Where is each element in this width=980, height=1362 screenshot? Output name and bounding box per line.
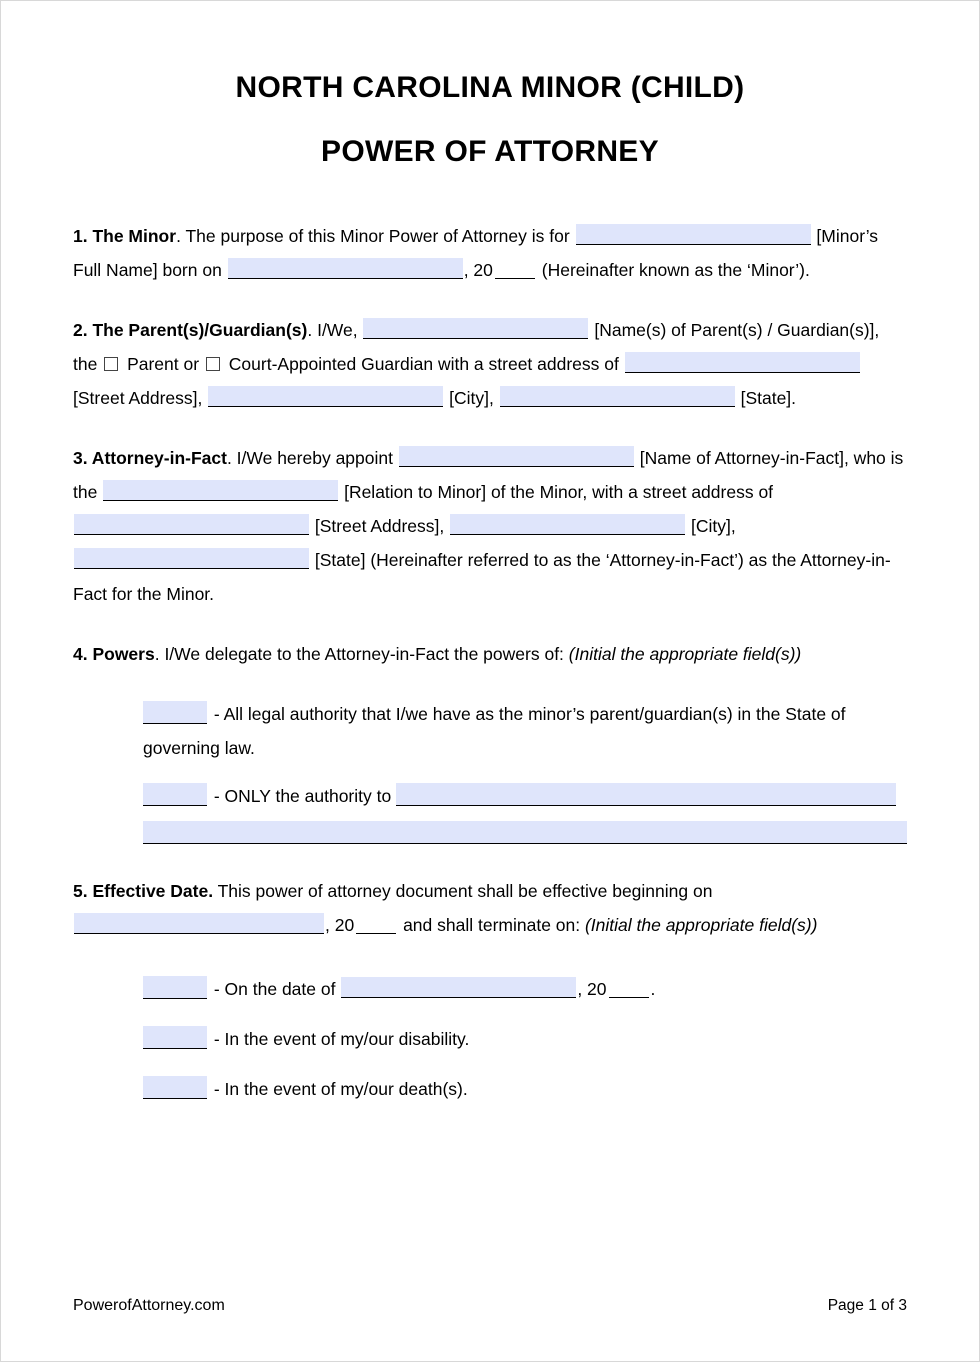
termination-on-date-label-pre: - On the date of (209, 979, 341, 999)
section-powers-text-1: . I/We delegate to the Attorney-in-Fact the powers of: (154, 644, 569, 664)
page-content (1, 1, 979, 1106)
footer-page-number: Page 1 of 3 (827, 1297, 907, 1314)
effective-date-field[interactable] (74, 913, 324, 934)
powers-option-only-authority-initial-field[interactable] (143, 783, 207, 806)
aif-city-field[interactable] (450, 514, 685, 535)
section-parents-text-4: Court-Appointed Guardian with a street address of (223, 354, 624, 374)
termination-disability-label: - In the event of my/our disability. (209, 1029, 470, 1049)
section-aif-heading: 3. Attorney-in-Fact (73, 448, 227, 468)
termination-death-initial-field[interactable] (143, 1076, 207, 1099)
section-minor-text-3: , 20 (463, 260, 493, 280)
aif-street-address-field[interactable] (74, 514, 309, 535)
section-parents-text-5: [Street Address], (73, 388, 208, 408)
section-parents (73, 313, 907, 415)
section-powers-heading: 4. Powers (73, 644, 155, 664)
parent-checkbox[interactable] (104, 357, 118, 371)
section-parents-text-3: Parent or (122, 354, 204, 374)
section-powers (73, 637, 907, 671)
section-minor-text-2: [Minor’s Full Name] born on (73, 226, 879, 280)
powers-only-authority-text-field-line-1[interactable] (396, 783, 896, 806)
section-effective-date (73, 874, 907, 942)
powers-option-all-authority-label: - All legal authority that I/we have as the minor’s parent/guardian(s) in the State of governing law. (143, 704, 846, 758)
section-parents-text-7: [State]. (740, 388, 797, 408)
page-title-line-2: POWER OF ATTORNEY (321, 135, 659, 168)
section-effective-date-instruction: (Initial the appropriate field(s)) (584, 915, 818, 935)
section-aif-text-1: . I/We hereby appoint (226, 448, 398, 468)
section-parents-text-1: . I/We, (307, 320, 363, 340)
termination-option-disability (143, 1022, 907, 1056)
section-parents-text-2: [Name(s) of Parent(s) / Guardian(s)], the (73, 320, 880, 374)
section-minor-heading: 1. The Minor (73, 226, 177, 246)
termination-disability-initial-field[interactable] (143, 1026, 207, 1049)
aif-state-field[interactable] (74, 548, 309, 569)
court-appointed-guardian-checkbox[interactable] (206, 357, 220, 371)
aif-relation-field[interactable] (103, 480, 338, 501)
section-aif-text-3: [Relation to Minor] of the Minor, with a street address of (344, 482, 774, 502)
section-effective-date-heading: 5. Effective Date. (73, 881, 214, 901)
section-aif-text-6: [State] (Hereinafter referred to as the ‘Attorney-in-Fact’) as the Attorney-in-Fact for the Minor. (73, 550, 891, 604)
page-title-line-1: NORTH CAROLINA MINOR (CHILD) (235, 71, 745, 104)
parents-street-address-field[interactable] (625, 352, 860, 373)
termination-date-field[interactable] (341, 977, 576, 998)
minor-name-field[interactable] (576, 224, 811, 245)
powers-only-authority-text-field-line-2[interactable] (143, 821, 907, 844)
section-aif-text-4: [Street Address], (314, 516, 450, 536)
section-parents-text-6: [City], (449, 388, 499, 408)
minor-birthyear-field[interactable] (495, 260, 535, 279)
aif-name-field[interactable] (399, 446, 634, 467)
termination-option-on-date (143, 972, 907, 1006)
page-footer (73, 1297, 907, 1315)
section-aif-text-5: [City], (690, 516, 736, 536)
section-effective-date-text-3: and shall terminate on: (398, 915, 585, 935)
minor-birthdate-field[interactable] (228, 258, 463, 279)
effective-date-year-field[interactable] (356, 915, 396, 934)
parents-state-field[interactable] (500, 386, 735, 407)
termination-death-label: - In the event of my/our death(s). (209, 1079, 468, 1099)
section-effective-date-text-1: This power of attorney document shall be effective beginning on (213, 881, 713, 901)
powers-option-all-authority (143, 697, 907, 765)
powers-option-only-authority (143, 779, 907, 844)
parents-name-field[interactable] (363, 318, 588, 339)
section-attorney-in-fact (73, 441, 907, 611)
section-minor-text-4: (Hereinafter known as the ‘Minor’). (536, 260, 810, 280)
section-effective-date-text-2: , 20 (325, 915, 355, 935)
section-minor (73, 219, 907, 287)
termination-date-year-field[interactable] (609, 979, 649, 998)
termination-on-date-label-mid: , 20 (577, 979, 607, 999)
termination-on-date-label-post: . (650, 979, 656, 999)
termination-on-date-initial-field[interactable] (143, 976, 207, 999)
parents-city-field[interactable] (208, 386, 443, 407)
section-powers-instruction: (Initial the appropriate field(s)) (568, 644, 802, 664)
section-parents-heading: 2. The Parent(s)/Guardian(s) (73, 320, 308, 340)
footer-brand: PowerofAttorney.com (73, 1297, 225, 1314)
powers-option-all-authority-initial-field[interactable] (143, 701, 207, 724)
powers-option-only-authority-label: - ONLY the authority to (209, 786, 397, 806)
section-aif-text-2: [Name of Attorney-in-Fact], who is the (73, 448, 904, 502)
document-body (73, 219, 907, 1106)
section-minor-text-1: . The purpose of this Minor Power of Attorney is for (176, 226, 575, 246)
termination-option-death (143, 1072, 907, 1106)
